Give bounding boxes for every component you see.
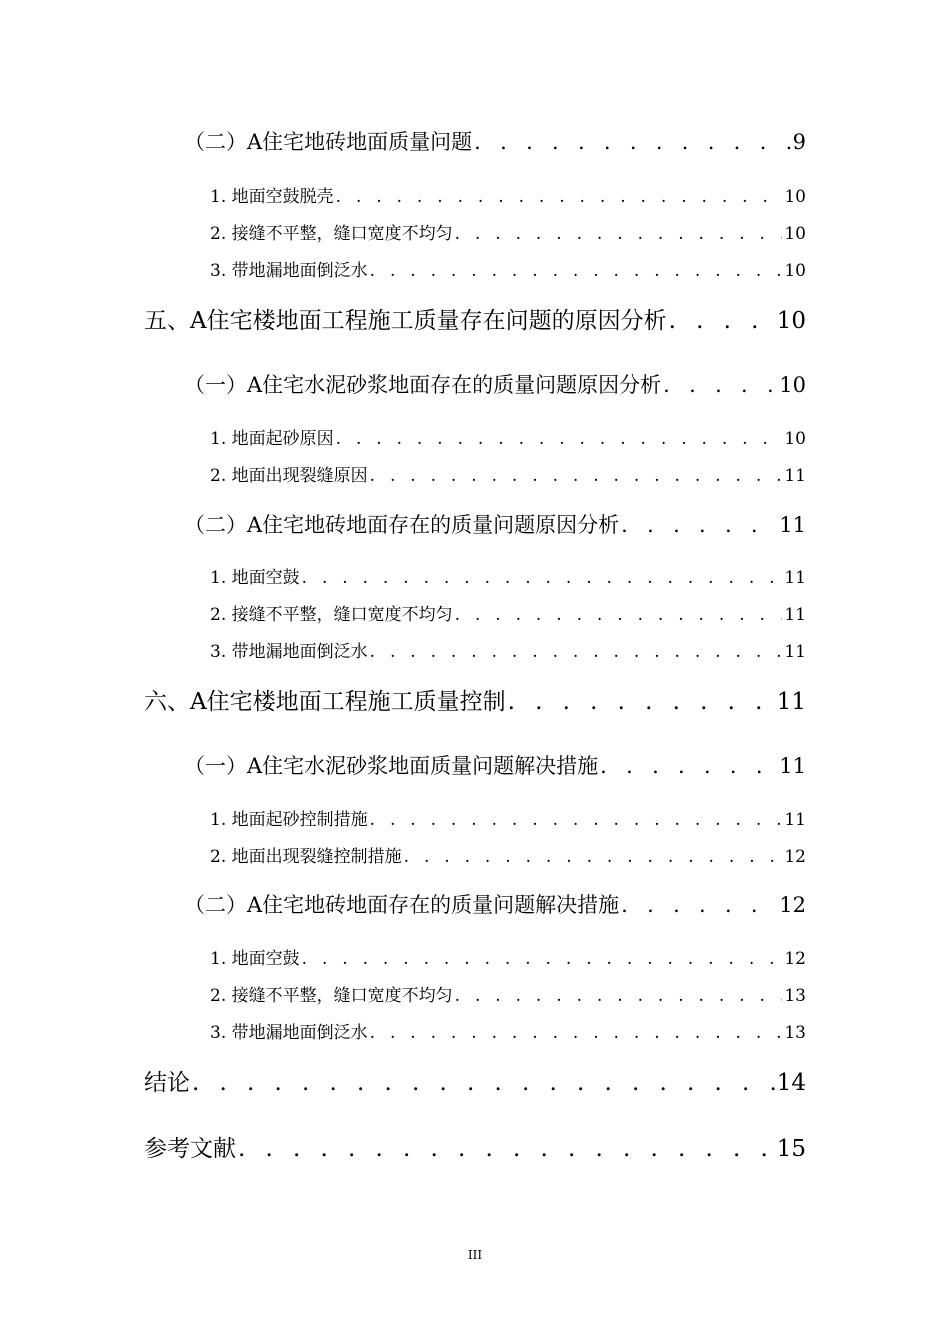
toc-entry-title: 1. 地面空鼓脱壳	[210, 187, 334, 207]
toc-entry-page: 11	[779, 513, 806, 537]
toc-leader-dots	[455, 224, 783, 244]
toc-entry-page: 13	[784, 1023, 806, 1043]
toc-entry[interactable]	[210, 182, 806, 207]
toc-entry[interactable]	[184, 369, 806, 399]
toc-entry-page: 11	[784, 568, 806, 588]
toc-leader-dots	[370, 466, 783, 486]
toc-entry-title: 1. 地面起砂原因	[210, 429, 334, 449]
toc-entry-page: 11	[784, 605, 806, 625]
toc-entry[interactable]	[144, 1064, 806, 1097]
toc-leader-dots	[474, 130, 790, 154]
toc-entry-title: 1. 地面空鼓	[210, 949, 300, 969]
toc-entry-title: 3. 带地漏地面倒泛水	[210, 1023, 368, 1043]
toc-entry-page: 10	[779, 373, 806, 397]
toc-leader-dots	[370, 261, 783, 281]
toc-entry-page: 11	[784, 642, 806, 662]
toc-entry[interactable]	[184, 750, 806, 780]
toc-entry-page: 13	[784, 986, 806, 1006]
toc-entry[interactable]	[184, 889, 806, 919]
toc-leader-dots	[508, 689, 775, 715]
toc-entry[interactable]	[144, 1130, 806, 1163]
toc-entry[interactable]	[210, 461, 806, 486]
toc-entry-title: 3. 带地漏地面倒泛水	[210, 261, 368, 281]
toc-leader-dots	[370, 810, 783, 830]
toc-entry-title: 1. 地面空鼓	[210, 568, 300, 588]
toc-entry[interactable]	[210, 219, 806, 244]
toc-entry[interactable]	[210, 637, 806, 662]
toc-entry-title: 六、A住宅楼地面工程施工质量控制	[144, 689, 506, 715]
toc-entry-page: 10	[784, 187, 806, 207]
toc-leader-dots	[621, 893, 777, 917]
toc-entry-title: 2. 地面出现裂缝控制措施	[210, 847, 402, 867]
page-number-footer: III	[467, 1248, 483, 1262]
toc-entry[interactable]	[210, 842, 806, 867]
toc-leader-dots	[669, 308, 775, 334]
toc-entry-title: 2. 接缝不平整，缝口宽度不均匀	[210, 986, 453, 1006]
toc-leader-dots	[455, 986, 783, 1006]
toc-leader-dots	[238, 1136, 775, 1162]
toc-entry-title: （二）A住宅地砖地面存在的质量问题原因分析	[184, 513, 620, 537]
toc-entry-title: 1. 地面起砂控制措施	[210, 810, 368, 830]
toc-entry-page: 12	[779, 893, 806, 917]
toc-entry[interactable]	[210, 600, 806, 625]
toc-entry-title: 结论	[144, 1070, 190, 1096]
toc-leader-dots	[370, 1023, 783, 1043]
toc-entry[interactable]	[210, 563, 806, 588]
toc-entry[interactable]	[210, 944, 806, 969]
toc-entry-page: 10	[784, 261, 806, 281]
toc-entry-title: 五、A住宅楼地面工程施工质量存在问题的原因分析	[144, 308, 667, 334]
toc-leader-dots	[302, 949, 783, 969]
toc-entry[interactable]	[144, 302, 806, 335]
toc-entry[interactable]	[210, 805, 806, 830]
toc-leader-dots	[370, 642, 783, 662]
toc-leader-dots	[621, 513, 777, 537]
toc-entry-page: 15	[776, 1136, 806, 1162]
toc-entry-page: 12	[784, 949, 806, 969]
toc-leader-dots	[336, 429, 783, 449]
toc-entry-page: 10	[784, 224, 806, 244]
toc-entry-page: 11	[776, 689, 806, 715]
toc-leader-dots	[455, 605, 783, 625]
toc-entry-page: 10	[784, 429, 806, 449]
toc-entry-title: 2. 地面出现裂缝原因	[210, 466, 368, 486]
toc-entry[interactable]	[144, 683, 806, 716]
toc-entry-page: 10	[776, 308, 806, 334]
toc-leader-dots	[192, 1070, 775, 1096]
toc-entry-title: （二）A住宅地砖地面质量问题	[184, 130, 473, 154]
toc-entry[interactable]	[210, 1018, 806, 1043]
toc-entry-page: 11	[784, 466, 806, 486]
toc-leader-dots	[404, 847, 783, 867]
toc-entry[interactable]	[210, 256, 806, 281]
toc-entry-page: 11	[784, 810, 806, 830]
toc-entry-title: 2. 接缝不平整，缝口宽度不均匀	[210, 224, 453, 244]
toc-leader-dots	[336, 187, 783, 207]
toc-entry-title: 2. 接缝不平整，缝口宽度不均匀	[210, 605, 453, 625]
toc-entry[interactable]	[184, 126, 806, 156]
toc-leader-dots	[600, 754, 777, 778]
toc-entry-page: 11	[779, 754, 806, 778]
toc-entry[interactable]	[210, 981, 806, 1006]
toc-entry-page: 9	[792, 130, 806, 154]
toc-entry-page: 12	[784, 847, 806, 867]
toc-entry-title: 参考文献	[144, 1136, 236, 1162]
toc-entry-page: 14	[776, 1070, 806, 1096]
toc-entry-title: （一）A住宅水泥砂浆地面存在的质量问题原因分析	[184, 373, 662, 397]
toc-entry[interactable]	[210, 424, 806, 449]
toc-entry-title: 3. 带地漏地面倒泛水	[210, 642, 368, 662]
toc-entry-title: （二）A住宅地砖地面存在的质量问题解决措施	[184, 893, 620, 917]
toc-leader-dots	[302, 568, 783, 588]
toc-leader-dots	[663, 373, 777, 397]
toc-entry[interactable]	[184, 509, 806, 539]
toc-entry-title: （一）A住宅水泥砂浆地面质量问题解决措施	[184, 754, 599, 778]
